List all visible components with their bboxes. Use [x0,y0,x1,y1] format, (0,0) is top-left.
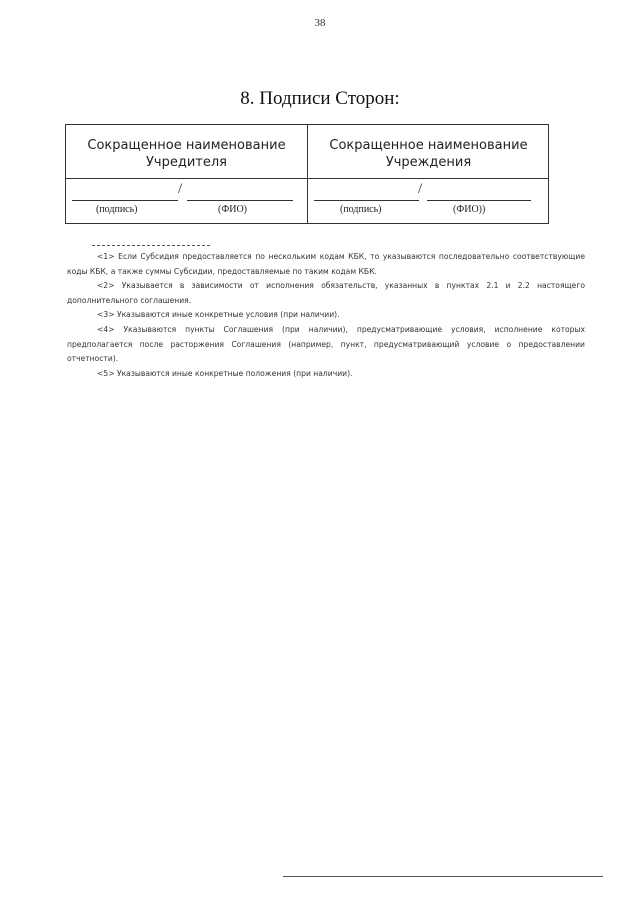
footnote-separator [92,245,210,246]
institution-signature-line [314,200,419,201]
section-title: 8. Подписи Сторон: [240,88,400,109]
founder-signature-caption: (подпись) [96,204,138,215]
founder-name-caption: (ФИО) [218,204,248,215]
founder-separator-slash: / [178,181,183,197]
table-row-divider [66,178,548,179]
founder-header [66,137,307,171]
institution-separator-slash: / [418,181,423,197]
founder-name-line [187,200,293,201]
founder-header-line2: Учредителя [146,155,227,170]
footnotes [67,250,585,381]
institution-name-caption: (ФИО)) [453,204,486,215]
institution-header-line2: Учреждения [385,155,472,170]
footnote-2: <2> Указывается в зависимости от исполнения обязательств, указанных в пунктах 2.1 и 2.2 настоящего дополнительного соглашения. [67,281,585,305]
footnote-1: <1> Если Субсидия предоставляется по нескольким кодам КБК, то указываются последовательно соответствующие коды КБК, а также суммы Субсидии, предоставляемые по таким кодам КБК. [67,252,585,276]
institution-header-line1: Сокращенное наименование [329,138,528,153]
footnote-5: <5> Указываются иные конкретные положения (при наличии). [97,368,353,378]
institution-header [308,137,549,171]
signature-table [65,124,549,224]
page-number: 38 [314,17,326,29]
founder-signature-line [72,200,178,201]
institution-signature-caption: (подпись) [340,204,382,215]
institution-name-line [427,200,531,201]
footnote-3: <3> Указываются иные конкретные условия (при наличии). [97,310,340,320]
footnote-4: <4> Указываются пункты Соглашения (при наличии), предусматривающие условия, исполнение которых предполагается после расторжения Соглашения (например, пункт, предусматривающий условие о предоставлении отчетности). [67,324,585,364]
founder-header-line1: Сокращенное наименование [87,138,286,153]
page-bottom-rule [283,876,603,877]
